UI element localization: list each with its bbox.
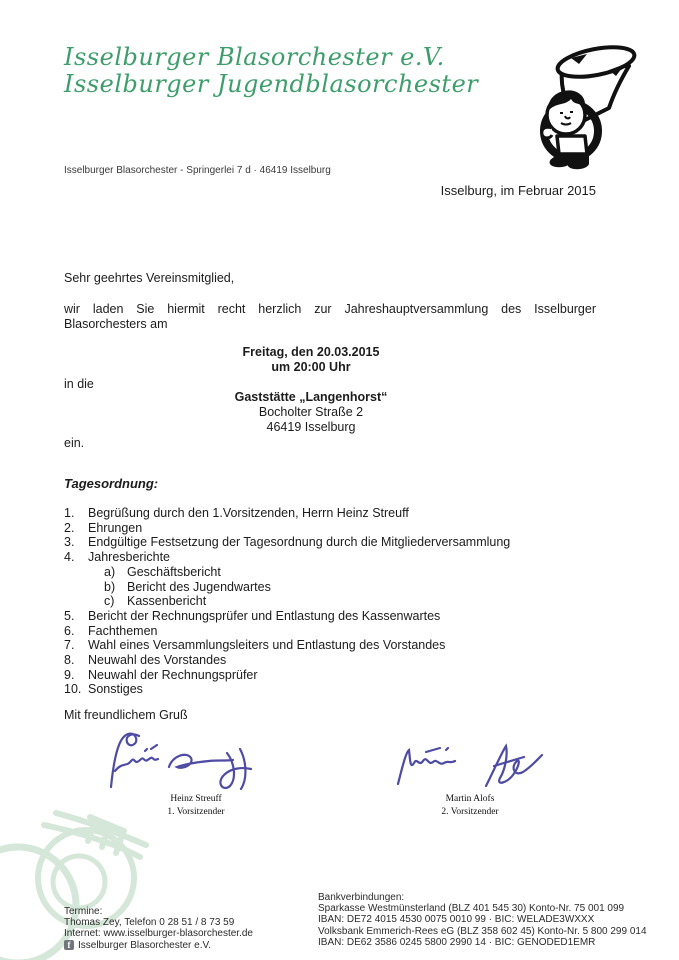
agenda-item: 10. Sonstiges <box>64 682 143 697</box>
footer-bank-title: Bankverbindungen: <box>318 892 405 903</box>
event-datetime-block <box>65 345 557 375</box>
signer-role: 2. Vorsitzender <box>441 807 499 817</box>
sender-address-line: Isselburger Blasorchester - Springerlei 7 d · 46419 Isselburg <box>64 165 331 176</box>
agenda-item: 4. Jahresberichte <box>64 550 170 565</box>
footer-bank-line: IBAN: DE62 3586 0245 5800 2990 14 · BIC: GENODED1EMR <box>318 936 596 948</box>
footer-bank <box>318 892 647 948</box>
agenda-item: 9. Neuwahl der Rechnungsprüfer <box>64 667 258 682</box>
venue-block <box>65 390 557 435</box>
footer-facebook-row <box>64 940 253 951</box>
connector-text-end: ein. <box>64 436 85 450</box>
agenda-subitem: b) Bericht des Jugendwartes <box>104 579 271 594</box>
venue-city: 46419 Isselburg <box>266 420 356 434</box>
footer-contact <box>64 906 253 951</box>
agenda-subitem: c) Kassenbericht <box>104 594 207 609</box>
facebook-icon: f <box>64 940 74 950</box>
footer-contact-phone: Thomas Zey, Telefon 0 28 51 / 8 73 59 <box>64 917 235 929</box>
agenda-item: 2. Ehrungen <box>64 520 143 535</box>
agenda-item: 8. Neuwahl des Vorstandes <box>64 653 227 668</box>
footer-contact-internet: Internet: www.isselburger-blasorchester.de <box>64 928 253 940</box>
org-name-line1: Isselburger Blasorchester e.V. <box>64 43 445 71</box>
event-time: um 20:00 Uhr <box>271 360 351 374</box>
signature-block-2 <box>404 793 536 819</box>
agenda-list <box>64 506 604 697</box>
agenda-item: 5. Bericht der Rechnungsprüfer und Entlastung des Kassenwartes <box>64 608 441 623</box>
venue-street: Bocholter Straße 2 <box>258 405 364 419</box>
signer-name: Martin Alofs <box>445 794 495 804</box>
signature-block-1 <box>130 793 262 819</box>
agenda-title: Tagesordnung: <box>64 476 159 491</box>
venue-name: Gaststätte „Langenhorst“ <box>234 390 388 404</box>
agenda-item: 3. Endgültige Festsetzung der Tagesordnung durch die Mitgliederversammlung <box>64 535 511 550</box>
closing-greeting: Mit freundlichem Gruß <box>64 708 188 722</box>
signer-role: 1. Vorsitzender <box>167 807 225 817</box>
footer-contact-title: Termine: <box>64 906 103 917</box>
invitation-line2: Blasorchesters am <box>64 317 168 331</box>
salutation: Sehr geehrtes Vereinsmitglied, <box>64 271 235 285</box>
agenda-subitem: a) Geschäftsbericht <box>104 564 221 579</box>
footer-bank-line: Volksbank Emmerich-Rees eG (BLZ 358 602 45) Konto-Nr. 5 800 299 014 <box>318 925 647 937</box>
facebook-page-name: Isselburger Blasorchester e.V. <box>78 939 212 951</box>
agenda-item: 1. Begrüßung durch den 1.Vorsitzenden, Herrn Heinz Streuff <box>64 506 409 520</box>
agenda-item: 7. Wahl eines Versammlungsleiters und Entlastung des Vorstandes <box>64 638 446 653</box>
tuba-player-logo-icon <box>505 38 653 174</box>
signature-martin-alofs <box>390 740 550 790</box>
footer-bank-line: IBAN: DE72 4015 4530 0075 0010 99 · BIC: WELADE3WXXX <box>318 914 595 926</box>
footer-bank-line: Sparkasse Westmünsterland (BLZ 401 545 30) Konto-Nr. 75 001 099 <box>318 903 625 915</box>
invitation-line1: wir laden Sie hiermit recht herzlich zur Jahreshauptversammlung des Isselburger <box>64 302 596 316</box>
connector-text: in die <box>64 377 94 391</box>
agenda-item: 6. Fachthemen <box>64 623 158 638</box>
org-name-line2: Isselburger Jugendblasorchester <box>64 70 479 98</box>
signer-name: Heinz Streuff <box>170 794 222 804</box>
signature-heinz-streuff <box>105 729 273 795</box>
org-name-header <box>64 44 478 98</box>
event-date: Freitag, den 20.03.2015 <box>242 345 380 359</box>
place-date-line: Isselburg, im Februar 2015 <box>440 183 596 198</box>
invitation-paragraph <box>64 302 596 332</box>
